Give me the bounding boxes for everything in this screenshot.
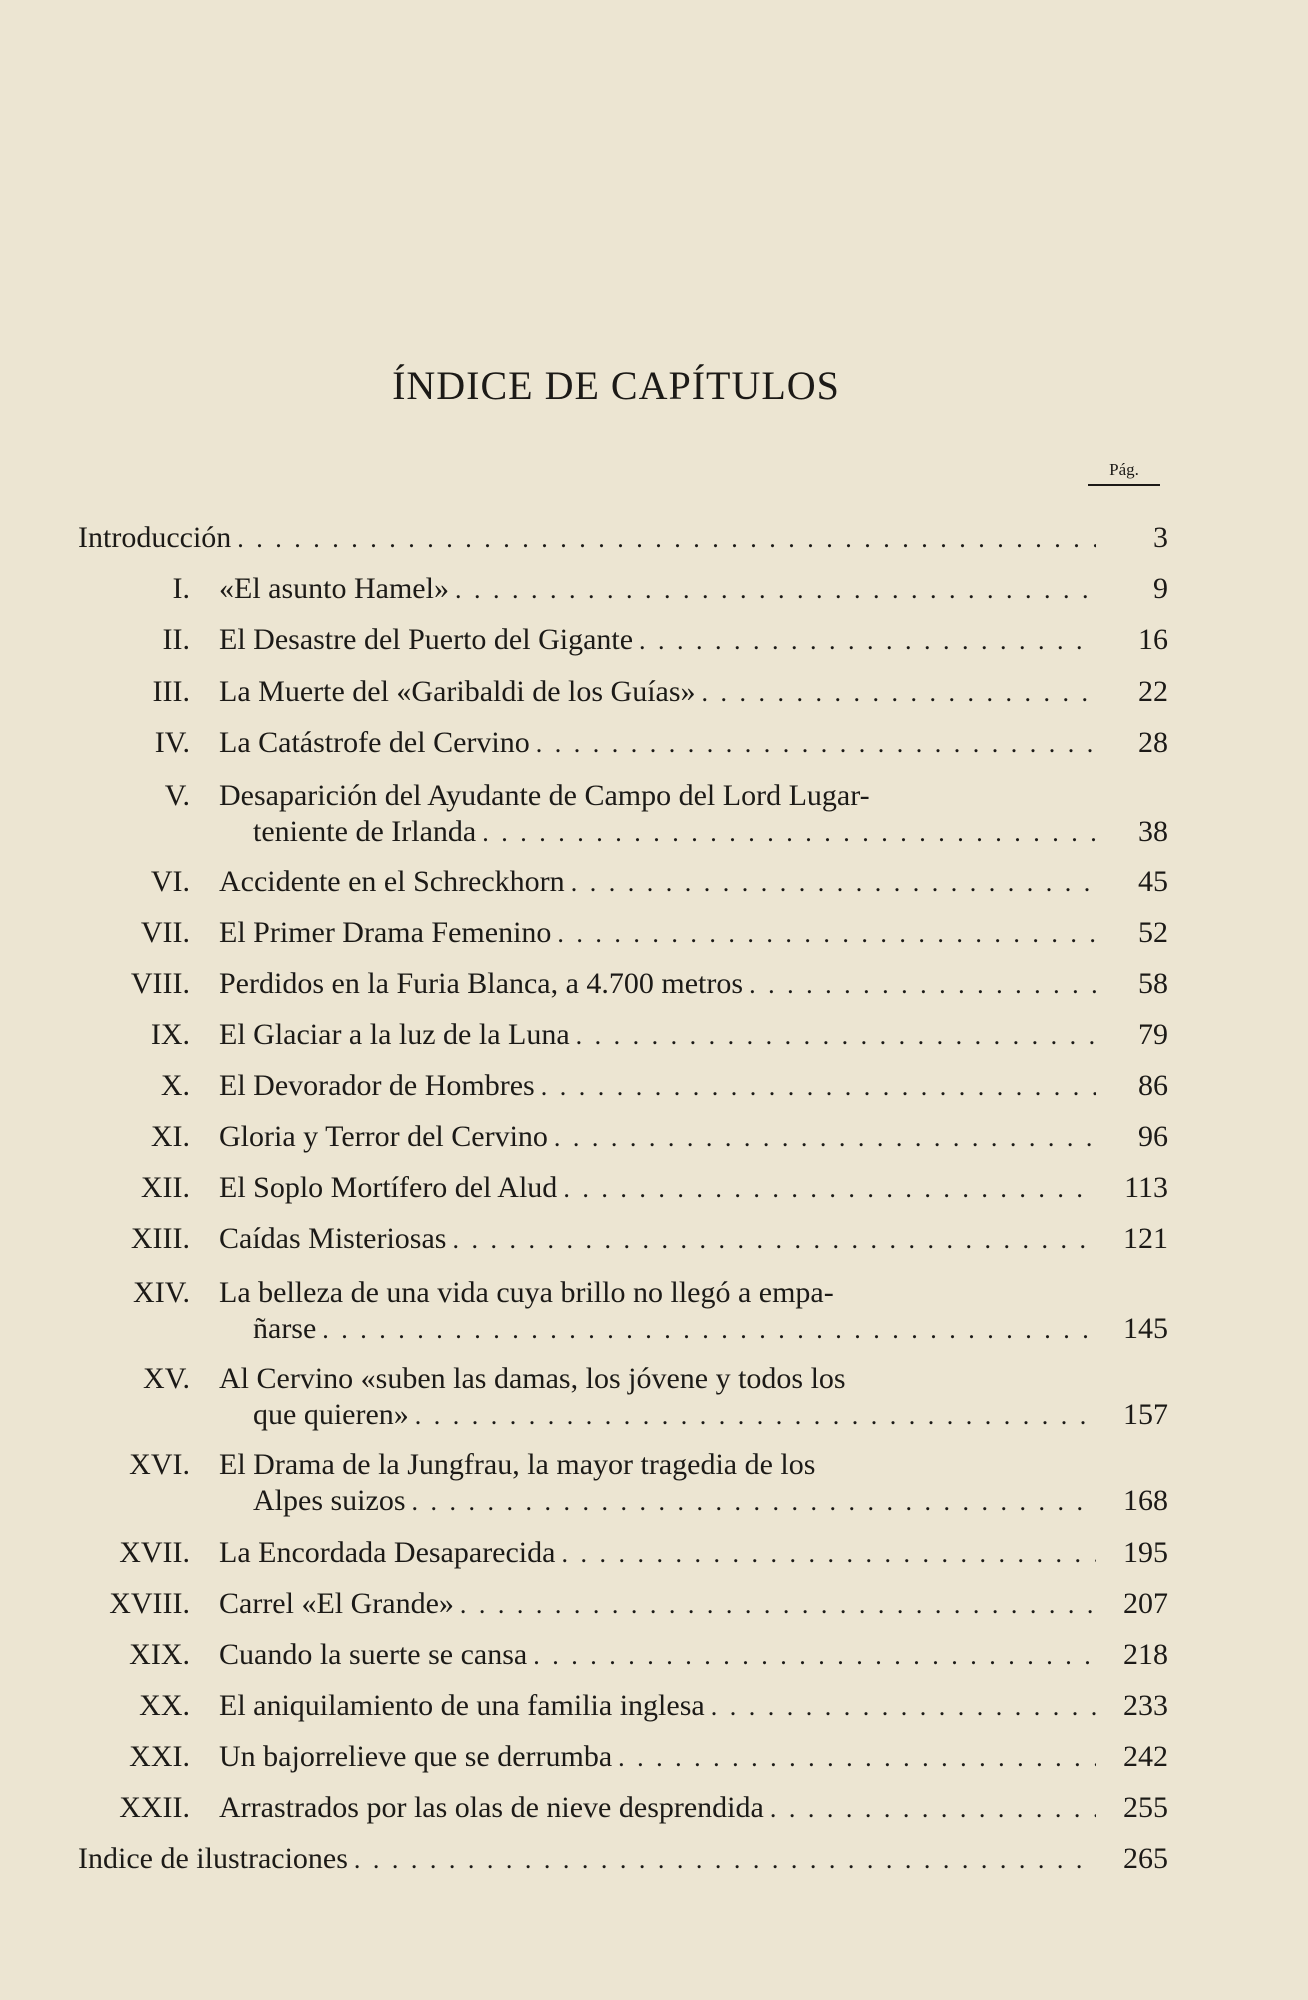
toc-entry-title: Gloria y Terror del Cervino bbox=[219, 1120, 548, 1153]
toc-page-number: 242 bbox=[1123, 1740, 1168, 1773]
dot-leader bbox=[354, 1842, 1096, 1878]
toc-entry-title: «El asunto Hamel» bbox=[219, 572, 449, 605]
chapter-number: XX. bbox=[139, 1689, 190, 1722]
chapter-number: XXI. bbox=[129, 1740, 190, 1773]
toc-page-number: 58 bbox=[1138, 967, 1168, 1000]
toc-page-number: 79 bbox=[1138, 1018, 1168, 1051]
toc-entry-title: El Glaciar a la luz de la Luna bbox=[219, 1018, 570, 1051]
dot-leader bbox=[563, 1171, 1096, 1207]
dot-leader bbox=[482, 815, 1096, 851]
chapter-number: IV. bbox=[154, 726, 190, 759]
dot-leader bbox=[415, 1398, 1096, 1434]
toc-page-number: 195 bbox=[1123, 1536, 1168, 1569]
chapter-number: XVII. bbox=[119, 1536, 190, 1569]
toc-entry-title: El Devorador de Hombres bbox=[219, 1069, 535, 1102]
toc-entry-title-line: Desaparición del Ayudante de Campo del Lord Lugar- bbox=[219, 779, 870, 812]
dot-leader bbox=[561, 1536, 1096, 1572]
page-column-header: Pág. bbox=[1088, 460, 1160, 486]
toc-entry-title-line: Al Cervino «suben las damas, los jóvene y todos los bbox=[219, 1362, 846, 1395]
toc-entry-title: Indice de ilustraciones bbox=[78, 1842, 348, 1875]
dot-leader bbox=[711, 1689, 1096, 1725]
dot-leader bbox=[702, 675, 1096, 711]
chapter-number: XIV. bbox=[133, 1276, 190, 1309]
toc-page-number: 38 bbox=[1138, 815, 1168, 848]
toc-entry-title-line: La belleza de una vida cuya brillo no llegó a empa- bbox=[219, 1276, 834, 1309]
chapter-number: XVI. bbox=[129, 1448, 190, 1481]
chapter-number: XXII. bbox=[119, 1791, 190, 1824]
page-title: ÍNDICE DE CAPÍTULOS bbox=[392, 363, 840, 408]
dot-leader bbox=[618, 1740, 1096, 1776]
toc-page-number: 233 bbox=[1123, 1689, 1168, 1722]
toc-entry-title-line: El Drama de la Jungfrau, la mayor tragedia de los bbox=[219, 1448, 816, 1481]
toc-entry-title: El aniquilamiento de una familia inglesa bbox=[219, 1689, 705, 1722]
toc-page-number: 28 bbox=[1138, 726, 1168, 759]
toc-page-number: 96 bbox=[1138, 1120, 1168, 1153]
toc-page-number: 3 bbox=[1153, 521, 1168, 554]
toc-page-number: 265 bbox=[1123, 1842, 1168, 1875]
toc-page-number: 121 bbox=[1123, 1222, 1168, 1255]
dot-leader bbox=[412, 1484, 1097, 1520]
toc-page-number: 157 bbox=[1123, 1398, 1168, 1431]
toc-entry-title: Cuando la suerte se cansa bbox=[219, 1638, 528, 1671]
dot-leader bbox=[322, 1312, 1096, 1348]
toc-entry-title: Perdidos en la Furia Blanca, a 4.700 metros bbox=[219, 967, 744, 1000]
toc-entry-title: La Catástrofe del Cervino bbox=[219, 726, 530, 759]
chapter-number: XIII. bbox=[130, 1222, 190, 1255]
chapter-number: XIX. bbox=[129, 1638, 190, 1671]
toc-page-number: 218 bbox=[1123, 1638, 1168, 1671]
toc-page-number: 168 bbox=[1123, 1484, 1168, 1517]
dot-leader bbox=[749, 967, 1096, 1003]
chapter-number: VIII. bbox=[130, 967, 190, 1000]
toc-page-number: 113 bbox=[1124, 1171, 1168, 1204]
toc-entry-title-line: ñarse bbox=[253, 1312, 317, 1345]
dot-leader bbox=[460, 1587, 1096, 1623]
dot-leader bbox=[557, 916, 1096, 952]
toc-entry-title: El Desastre del Puerto del Gigante bbox=[219, 623, 634, 656]
toc-page-number: 45 bbox=[1138, 865, 1168, 898]
chapter-number: XI. bbox=[150, 1120, 190, 1153]
dot-leader bbox=[554, 1120, 1096, 1156]
chapter-number: III. bbox=[152, 675, 190, 708]
dot-leader bbox=[536, 726, 1096, 762]
toc-entry-title: El Primer Drama Femenino bbox=[219, 916, 552, 949]
toc-entry-title: Arrastrados por las olas de nieve desprendida bbox=[219, 1791, 764, 1824]
chapter-number: X. bbox=[160, 1069, 190, 1102]
toc-page-number: 86 bbox=[1138, 1069, 1168, 1102]
toc-entry-title: La Muerte del «Garibaldi de los Guías» bbox=[219, 675, 696, 708]
dot-leader bbox=[576, 1018, 1096, 1054]
chapter-number: XV. bbox=[143, 1362, 190, 1395]
chapter-number: XII. bbox=[140, 1171, 190, 1204]
toc-entry-title-line: teniente de Irlanda bbox=[253, 815, 477, 848]
dot-leader bbox=[639, 623, 1096, 659]
toc-page-number: 145 bbox=[1123, 1312, 1168, 1345]
dot-leader bbox=[541, 1069, 1096, 1105]
toc-entry-title-line: Alpes suizos bbox=[253, 1484, 406, 1517]
chapter-number: XVIII. bbox=[109, 1587, 190, 1620]
dot-leader bbox=[452, 1222, 1096, 1258]
toc-page-number: 52 bbox=[1138, 916, 1168, 949]
dot-leader bbox=[571, 865, 1096, 901]
chapter-number: IX. bbox=[150, 1018, 190, 1051]
chapter-number: V. bbox=[164, 779, 190, 812]
toc-entry-title: Carrel «El Grande» bbox=[219, 1587, 454, 1620]
toc-page-number: 9 bbox=[1153, 572, 1168, 605]
toc-entry-title-line: que quieren» bbox=[253, 1398, 409, 1431]
toc-entry-title: Accidente en el Schreckhorn bbox=[219, 865, 565, 898]
dot-leader bbox=[533, 1638, 1096, 1674]
chapter-number: VII. bbox=[140, 916, 190, 949]
dot-leader bbox=[237, 521, 1096, 557]
chapter-number: I. bbox=[172, 572, 190, 605]
toc-page-number: 22 bbox=[1138, 675, 1168, 708]
dot-leader bbox=[770, 1791, 1096, 1827]
dot-leader bbox=[455, 572, 1096, 608]
toc-entry-title: Introducción bbox=[78, 521, 232, 554]
chapter-number: VI. bbox=[150, 865, 190, 898]
toc-entry-title: El Soplo Mortífero del Alud bbox=[219, 1171, 558, 1204]
toc-page-number: 207 bbox=[1123, 1587, 1168, 1620]
toc-entry-title: La Encordada Desaparecida bbox=[219, 1536, 556, 1569]
toc-entry-title: Un bajorrelieve que se derrumba bbox=[219, 1740, 613, 1773]
toc-entry-title: Caídas Misteriosas bbox=[219, 1222, 447, 1255]
toc-page-number: 255 bbox=[1123, 1791, 1168, 1824]
toc-page-number: 16 bbox=[1138, 623, 1168, 656]
chapter-number: II. bbox=[162, 623, 190, 656]
